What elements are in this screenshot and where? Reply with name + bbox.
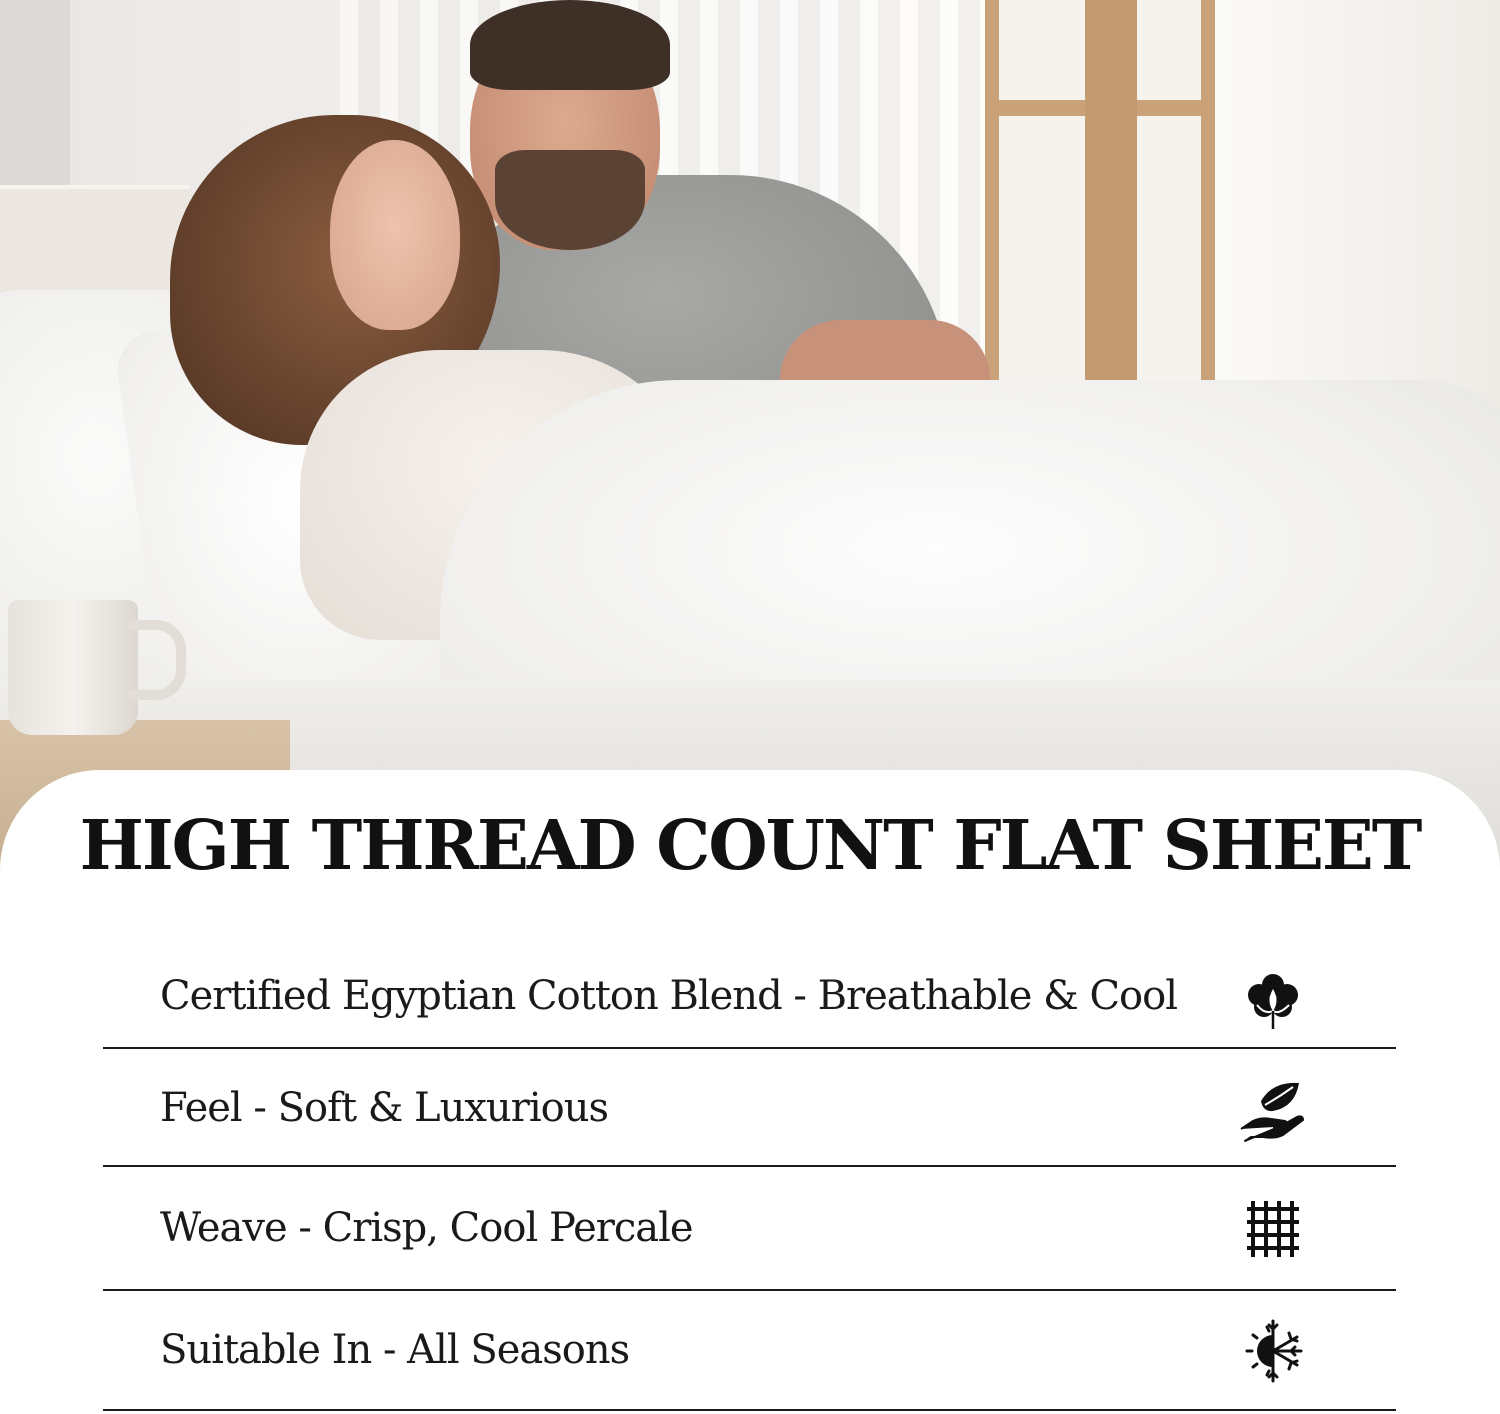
feature-row-cotton — [103, 945, 1396, 1049]
coffee-mug — [8, 600, 138, 735]
leaf-on-hand-icon — [1233, 1071, 1313, 1151]
feature-text: Weave - Crisp, Cool Percale — [160, 1205, 693, 1251]
feature-row-feel — [103, 1049, 1396, 1167]
feature-text: Certified Egyptian Cotton Blend - Breathable & Cool — [160, 973, 1178, 1019]
woven-grid-icon — [1233, 1189, 1313, 1269]
feature-row-seasons — [103, 1291, 1396, 1411]
feature-text: Feel - Soft & Luxurious — [160, 1085, 608, 1131]
product-title: HIGH THREAD COUNT FLAT SHEET — [79, 806, 1421, 886]
feature-text: Suitable In - All Seasons — [160, 1327, 630, 1373]
sun-snowflake-icon — [1233, 1311, 1313, 1391]
cotton-flower-icon — [1233, 959, 1313, 1039]
feature-row-weave — [103, 1167, 1396, 1291]
